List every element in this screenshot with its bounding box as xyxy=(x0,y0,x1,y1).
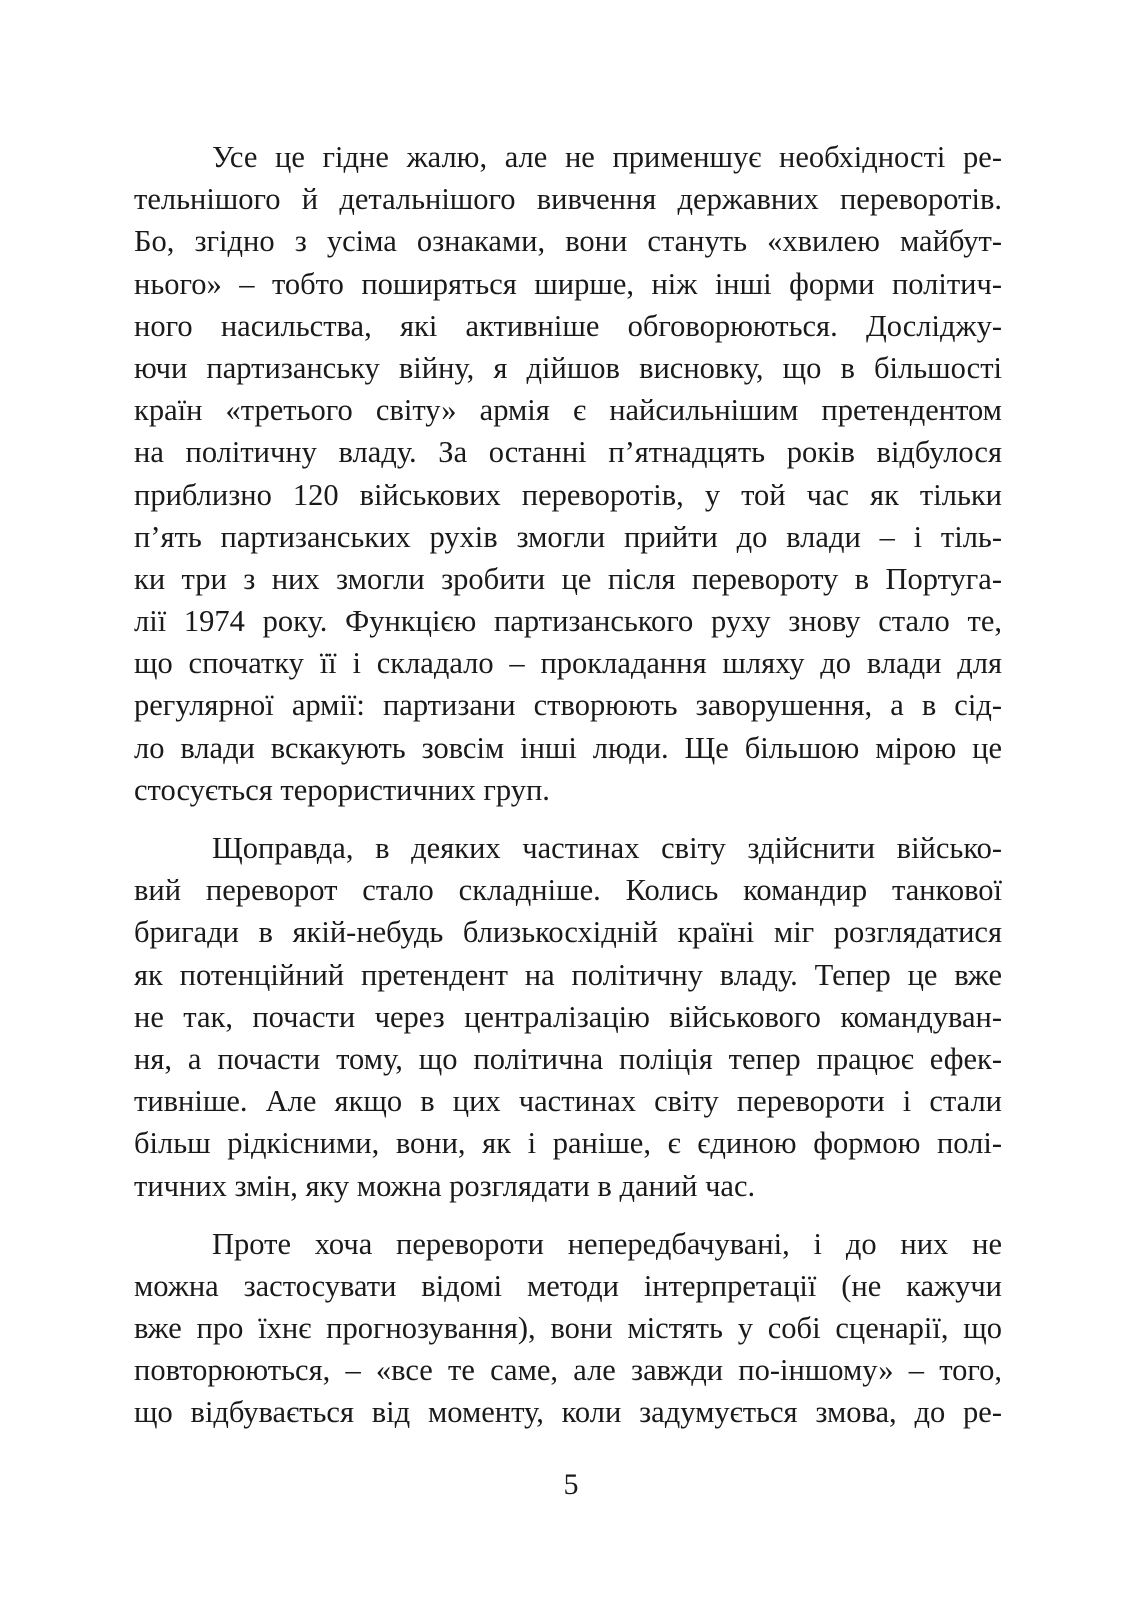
text-line: приблизно 120 військових переворотів, у той час як тільки xyxy=(134,477,1002,512)
paragraph-1 xyxy=(134,136,1002,811)
paragraph-2 xyxy=(134,827,1002,1207)
text-line: ло влади вскакують зовсім інші люди. Ще більшою мірою це xyxy=(134,730,1002,765)
body-text xyxy=(134,136,1002,1434)
text-line: Бо, згідно з усіма ознаками, вони стануть «хвилею майбут- xyxy=(134,224,1002,259)
text-line: бригади в якій-небудь близькосхідній країні міг розглядатися xyxy=(134,915,1002,950)
paragraph-3 xyxy=(134,1223,1002,1434)
text-line: Щоправда, в деяких частинах світу здійснити військо- xyxy=(212,831,1002,865)
text-line: вий переворот стало складніше. Колись командир танкової xyxy=(134,873,1002,908)
text-line: ня, а почасти тому, що політична поліція тепер працює ефек- xyxy=(134,1041,1002,1076)
text-line: ки три з них змогли зробити це після перевороту в Португа- xyxy=(134,561,1002,596)
text-line: тичних змін, яку можна розглядати в даний час. xyxy=(134,1168,756,1203)
text-line: як потенційний претендент на політичну владу. Тепер це вже xyxy=(134,957,1002,992)
text-line: що відбувається від моменту, коли задумується змова, до ре- xyxy=(134,1395,1002,1430)
text-line: ного насильства, які активніше обговорюються. Досліджу- xyxy=(134,308,1002,343)
text-line: більш рідкісними, вони, як і раніше, є єдиною формою полі- xyxy=(134,1126,1002,1161)
text-line: вже про їхнє прогнозування), вони містять у собі сценарії, що xyxy=(134,1311,1002,1346)
text-line: лії 1974 року. Функцією партизанського руху знову стало те, xyxy=(134,604,1002,639)
text-line: країн «третього світу» армія є найсильнішим претендентом xyxy=(134,393,1002,428)
paragraph-gap xyxy=(134,1207,1002,1223)
text-line: на політичну владу. За останні п’ятнадцять років відбулося xyxy=(134,435,1002,470)
text-line: не так, почасти через централізацію військового командуван- xyxy=(134,999,1002,1034)
text-line: Усе це гідне жалю, але не применшує необхідності ре- xyxy=(212,140,1002,174)
text-line: регулярної армії: партизани створюють заворушення, а в сід- xyxy=(134,688,1002,723)
text-line: повторюються, – «все те саме, але завжди по-іншому» – того, xyxy=(134,1353,1002,1388)
text-line: стосується терористичних груп. xyxy=(134,772,550,807)
text-line: Проте хоча перевороти непередбачувані, і до них не xyxy=(212,1226,1002,1261)
page-number: 5 xyxy=(563,1468,579,1501)
text-line: тельнішого й детальнішого вивчення державних переворотів. xyxy=(134,182,1002,217)
text-line: тивніше. Але якщо в цих частинах світу перевороти і стали xyxy=(134,1084,1002,1119)
text-line: можна застосувати відомі методи інтерпретації (не кажучи xyxy=(134,1268,1002,1303)
paragraph-gap xyxy=(134,811,1002,827)
text-line: що спочатку її і складало – прокладання шляху до влади для xyxy=(134,646,1002,681)
text-line: ючи партизанську війну, я дійшов висновку, що в більшості xyxy=(134,350,1002,385)
text-line: нього» – тобто поширяться ширше, ніж інші форми політич- xyxy=(134,266,1002,301)
text-line: п’ять партизанських рухів змогли прийти до влади – і тіль- xyxy=(134,519,1002,554)
